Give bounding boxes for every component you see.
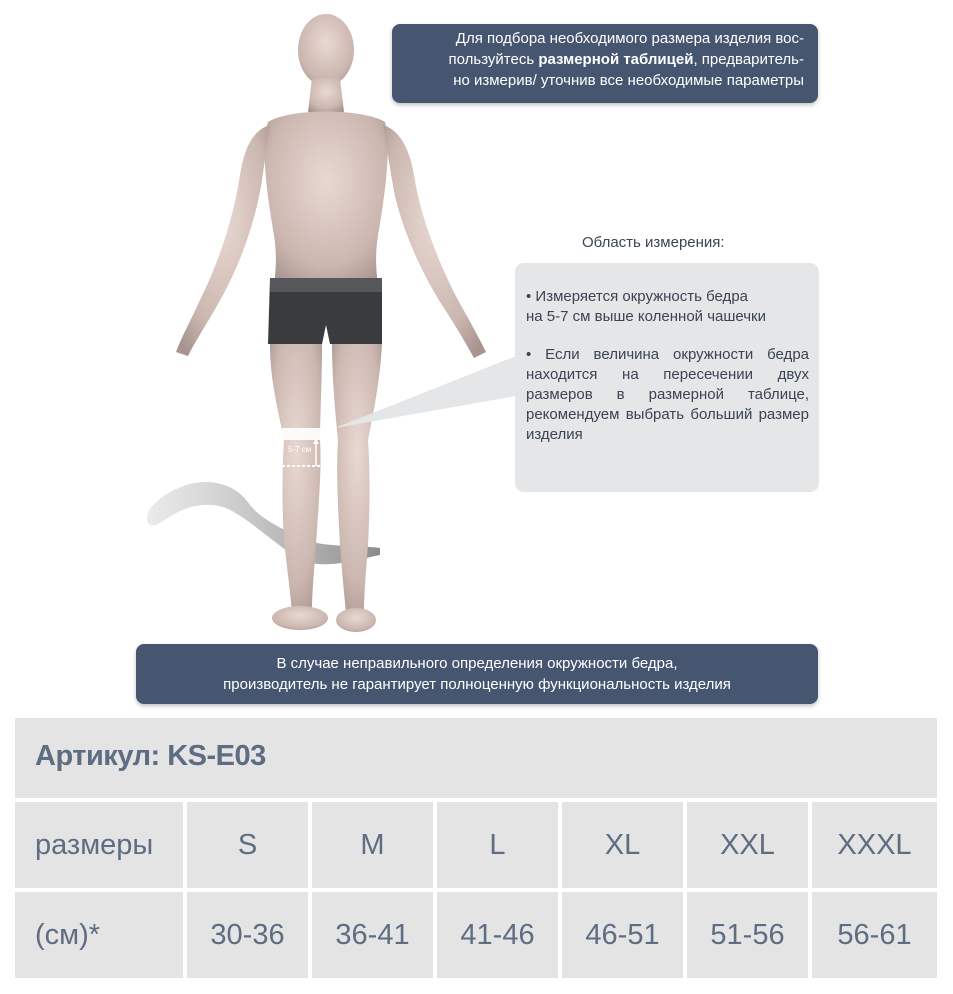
size-table xyxy=(15,718,937,978)
warranty-warning-note xyxy=(136,644,818,704)
left-leg xyxy=(270,344,322,612)
right-arm xyxy=(383,125,486,358)
bottom-note-line1: В случае неправильного определения окружности бедра, xyxy=(276,655,678,672)
row-label-sizes: размеры xyxy=(15,802,183,888)
bottom-note-line2: производитель не гарантирует полноценную функциональность изделия xyxy=(223,676,731,693)
range-cell-l: 41-46 xyxy=(437,892,558,978)
torso xyxy=(265,112,388,286)
measure-label: 5-7 см xyxy=(288,445,312,454)
measurement-area-box xyxy=(515,263,819,492)
size-cell-l: L xyxy=(437,802,558,888)
size-table-emphasis: размерной таблицей xyxy=(538,51,694,68)
measurement-bullet-1: • Измеряется окружность бедра на 5-7 см выше коленной чашечки xyxy=(526,288,766,325)
range-cell-m: 36-41 xyxy=(312,892,433,978)
article-title: Артикул: KS-E03 xyxy=(35,740,266,772)
row-label-cm: (см)* xyxy=(15,892,183,978)
size-cell-xl: XL xyxy=(562,802,683,888)
size-cell-m: M xyxy=(312,802,433,888)
range-cell-s: 30-36 xyxy=(187,892,308,978)
range-cell-xxl: 51-56 xyxy=(687,892,808,978)
range-cell-xxxl: 56-61 xyxy=(812,892,937,978)
head xyxy=(298,14,354,86)
right-leg xyxy=(332,344,382,612)
measurement-bullet-2: • Если величина окружности бедра находится на пересечении двух размеров в размерной таблице, рекомендуем выбрать больший размер изделия xyxy=(526,346,809,443)
top-note-line3: но измерив/ уточнив все необходимые параметры xyxy=(453,72,804,89)
human-figure-illustration xyxy=(130,10,530,650)
size-table-header xyxy=(15,718,937,798)
left-arm xyxy=(176,125,270,356)
measurement-area-title: Область измерения: xyxy=(582,234,725,251)
size-cell-xxl: XXL xyxy=(687,802,808,888)
size-cell-s: S xyxy=(187,802,308,888)
size-cell-xxxl: XXXL xyxy=(812,802,937,888)
sizing-instruction-note xyxy=(392,24,818,103)
top-note-line1: Для подбора необходимого размера изделия вос- xyxy=(455,30,804,47)
top-note-line2: пользуйтесь размерной таблицей, предваритель- xyxy=(448,51,804,68)
range-cell-xl: 46-51 xyxy=(562,892,683,978)
